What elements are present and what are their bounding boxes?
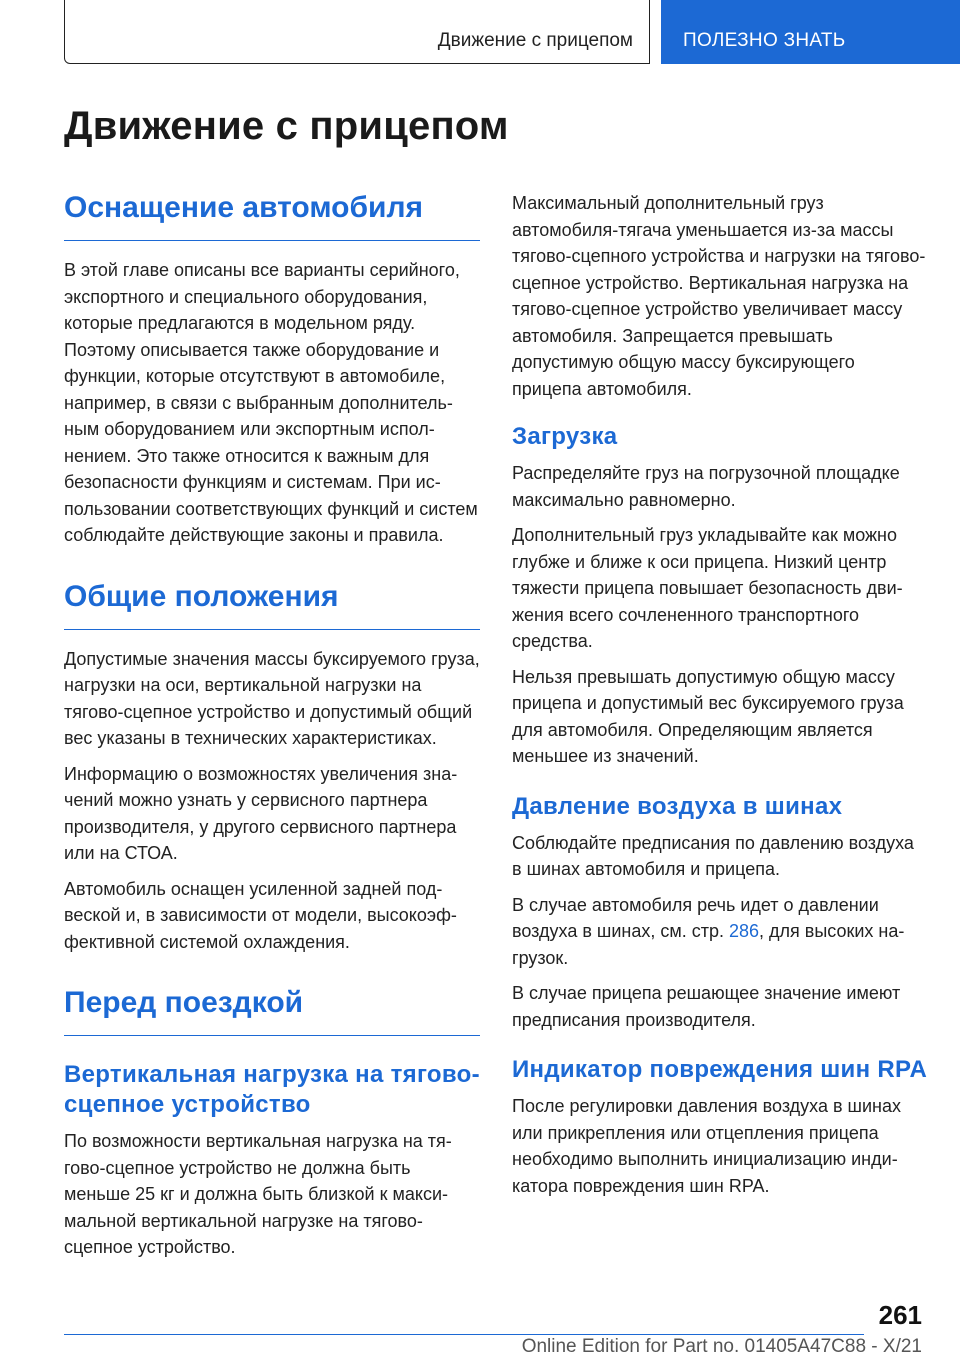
right-column (512, 190, 928, 1208)
subsection-title-vertical-load: Вертикальная нагрузка на тягово-сцепное устройство (64, 1061, 480, 1118)
page-reference-link[interactable]: 286 (728, 921, 760, 941)
footer-divider (64, 1334, 864, 1335)
section-title-general: Общие положения (64, 579, 480, 630)
header-category-title: ПОЛЕЗНО ЗНАТЬ (683, 30, 846, 51)
paragraph: По возможности вертикальная нагрузка на тягово-сцепное устройство не должна быть меньше 25 кг и должна быть близкой к максимальной вертикальной нагрузке на тягово-сцепное устройство. (64, 1131, 452, 1257)
header-section-tab (64, 0, 650, 64)
section-before-trip (64, 985, 480, 1261)
left-column (64, 190, 480, 1291)
section-title-equipment: Оснащение автомобиля (64, 190, 480, 241)
paragraph: Автомобиль оснащен усиленной задней подвеской и, в зависимости от модели, высокоэффективной системой охлаждения. (64, 878, 457, 952)
text: , для высоких нагрузок. (512, 921, 905, 968)
page-title: Движение с прицепом (64, 104, 509, 148)
section-title-before-trip: Перед поездкой (64, 985, 480, 1036)
footer-edition: Online Edition for Part no. 01405A47C88 - X/21 (521, 1336, 922, 1357)
section-general (64, 579, 480, 956)
paragraph: Соблюдайте предписания по давлению воздуха в шинах автомобиля и прицепа. (512, 832, 914, 879)
paragraph-with-link (512, 892, 928, 972)
paragraph: После регулировки давления воздуха в шинах или прикрепления или отцепления прицепа необходимо выполнить инициализацию индикатора повреждения шин RPA. (512, 1096, 901, 1196)
paragraph: Информацию о возможностях увеличения значений можно узнать у сервисного партнера производителя, у другого сервисного партнера или на СТОА. (64, 763, 458, 863)
paragraph: В случае прицепа решающее значение имеют предписания производителя. (512, 983, 901, 1030)
subsection-title-tire-pressure: Давление воздуха в шинах (512, 792, 843, 820)
paragraph: Допустимые значения массы буксируемого груза, нагрузки на оси, вертикальной нагрузки на тягово-сцепное устройство и допустимый общий вес указаны в технических характеристиках. (64, 648, 480, 748)
subsection-title-loading: Загрузка (512, 423, 618, 450)
header-category-tab (661, 0, 960, 64)
paragraph: В этой главе описаны все варианты серийного, экспортного и специального оборудования, которые предлагаются в модельном ряду. Поэтому описывается также оборудование и функции, которые отсутствуют в автомобиле, например, в связи с выбранным дополнительным оборудованием или экспортным исполнением. Это также относится к важным для безопасности функциям и системам. При использовании соответствующих функций и систем соблюдайте действующие законы и правила. (64, 260, 478, 545)
text: В случае автомобиля речь идет о давлении воздуха в шинах, см. стр. (512, 894, 879, 941)
page-number: 261 (878, 1300, 922, 1330)
header-section-title: Движение с прицепом (437, 30, 633, 51)
paragraph: Распределяйте груз на погрузочной площадке максимально равномерно. (512, 463, 900, 510)
paragraph: Нельзя превышать допустимую общую массу прицепа и допустимый вес буксируемого груза для автомобиля. Определяющим является меньшее из значений. (512, 666, 904, 766)
paragraph: Дополнительный груз укладывайте как можно глубже и ближе к оси прицепа. Низкий центр тяжести прицепа повышает безопасность движения всего сочлененного транспортного средства. (512, 525, 903, 651)
section-equipment (64, 190, 480, 549)
paragraph: Максимальный дополнительный груз автомобиля-тягача уменьшается из-за массы тягово-сцепного устройства и нагрузки на тягово-сцепное устройство. Вертикальная нагрузка на тягово-сцепное устройство увеличивает массу автомобиля. Запрещается превышать допустимую общую массу буксирующего прицепа автомобиля. (512, 193, 926, 399)
subsection-title-rpa: Индикатор повреждения шин RPA (512, 1056, 928, 1083)
